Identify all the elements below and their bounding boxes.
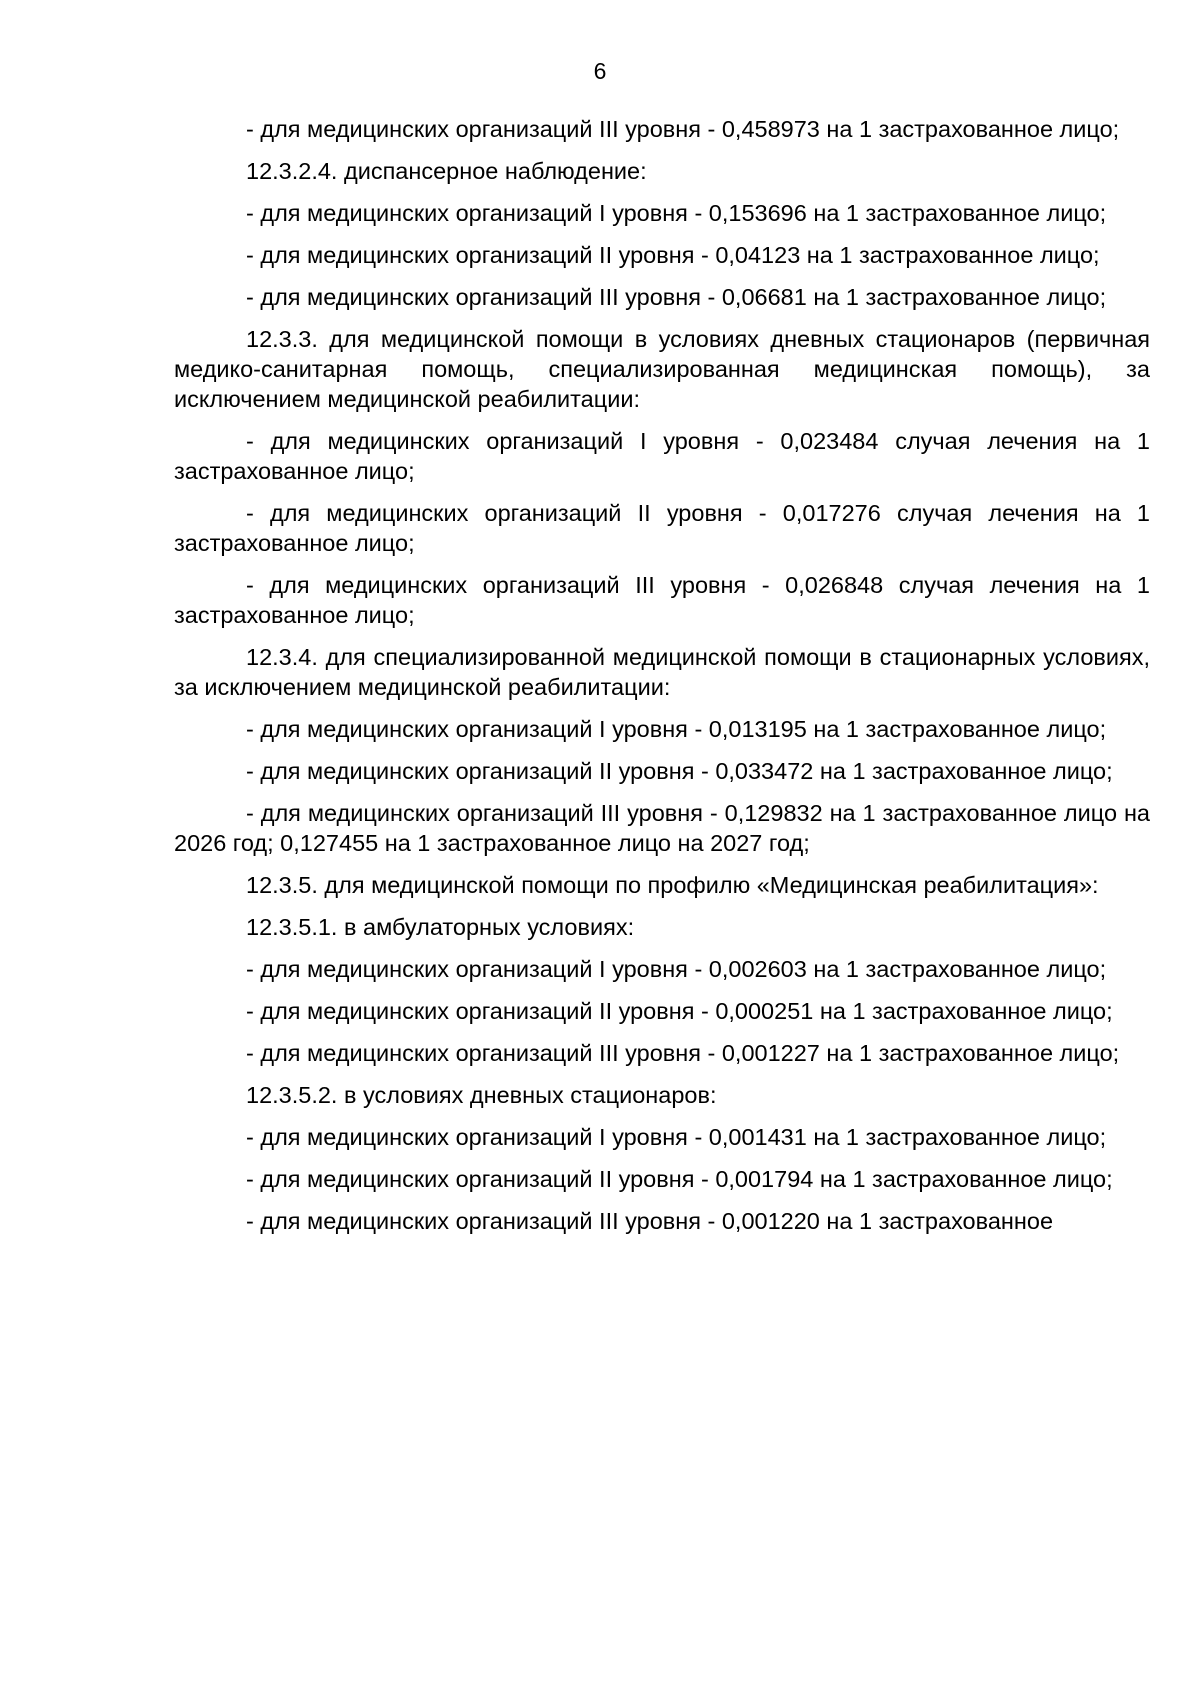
paragraph: 12.3.5.1. в амбулаторных условиях: <box>246 914 635 940</box>
paragraph: - для медицинских организаций II уровня - 0,04123 на 1 застрахованное лицо; <box>246 242 1100 268</box>
paragraph: - для медицинских организаций III уровня - 0,06681 на 1 застрахованное лицо; <box>246 284 1107 310</box>
paragraph: 12.3.5.2. в условиях дневных стационаров: <box>246 1082 717 1108</box>
paragraph: - для медицинских организаций I уровня - 0,001431 на 1 застрахованное лицо; <box>246 1124 1107 1150</box>
paragraph: - для медицинских организаций I уровня - 0,153696 на 1 застрахованное лицо; <box>246 200 1107 226</box>
paragraph: 12.3.4. для специализированной медицинской помощи в стационарных условиях, за исключением медицинской реабилитации: <box>174 644 1150 700</box>
paragraph: - для медицинских организаций II уровня - 0,017276 случая лечения на 1 застрахованное лицо; <box>174 500 1150 556</box>
paragraph: 12.3.2.4. диспансерное наблюдение: <box>246 158 647 184</box>
paragraph: - для медицинских организаций III уровня - 0,458973 на 1 застрахованное лицо; <box>246 116 1120 142</box>
paragraph: 12.3.5. для медицинской помощи по профилю «Медицинская реабилитация»: <box>246 872 1099 898</box>
paragraph: - для медицинских организаций I уровня - 0,002603 на 1 застрахованное лицо; <box>246 956 1107 982</box>
paragraph: - для медицинских организаций III уровня - 0,026848 случая лечения на 1 застрахованное лицо; <box>174 572 1150 628</box>
paragraph: - для медицинских организаций I уровня - 0,023484 случая лечения на 1 застрахованное лицо; <box>174 428 1150 484</box>
paragraph: - для медицинских организаций III уровня - 0,129832 на 1 застрахованное лицо на 2026 год; 0,127455 на 1 застрахованное лицо на 2027 год; <box>174 800 1150 856</box>
paragraph: - для медицинских организаций II уровня - 0,033472 на 1 застрахованное лицо; <box>246 758 1113 784</box>
paragraph: - для медицинских организаций I уровня - 0,013195 на 1 застрахованное лицо; <box>246 716 1107 742</box>
paragraph: - для медицинских организаций III уровня - 0,001220 на 1 застрахованное <box>246 1208 1054 1234</box>
paragraph: 12.3.3. для медицинской помощи в условиях дневных стационаров (первичная медико-санитарная помощь, специализированная медицинская помощь), за исключением медицинской реабилитации: <box>174 326 1150 412</box>
document-body <box>174 114 1150 1248</box>
paragraph: - для медицинских организаций III уровня - 0,001227 на 1 застрахованное лицо; <box>246 1040 1120 1066</box>
paragraph: - для медицинских организаций II уровня - 0,000251 на 1 застрахованное лицо; <box>246 998 1113 1024</box>
page-number: 6 <box>593 58 607 84</box>
paragraph: - для медицинских организаций II уровня - 0,001794 на 1 застрахованное лицо; <box>246 1166 1113 1192</box>
